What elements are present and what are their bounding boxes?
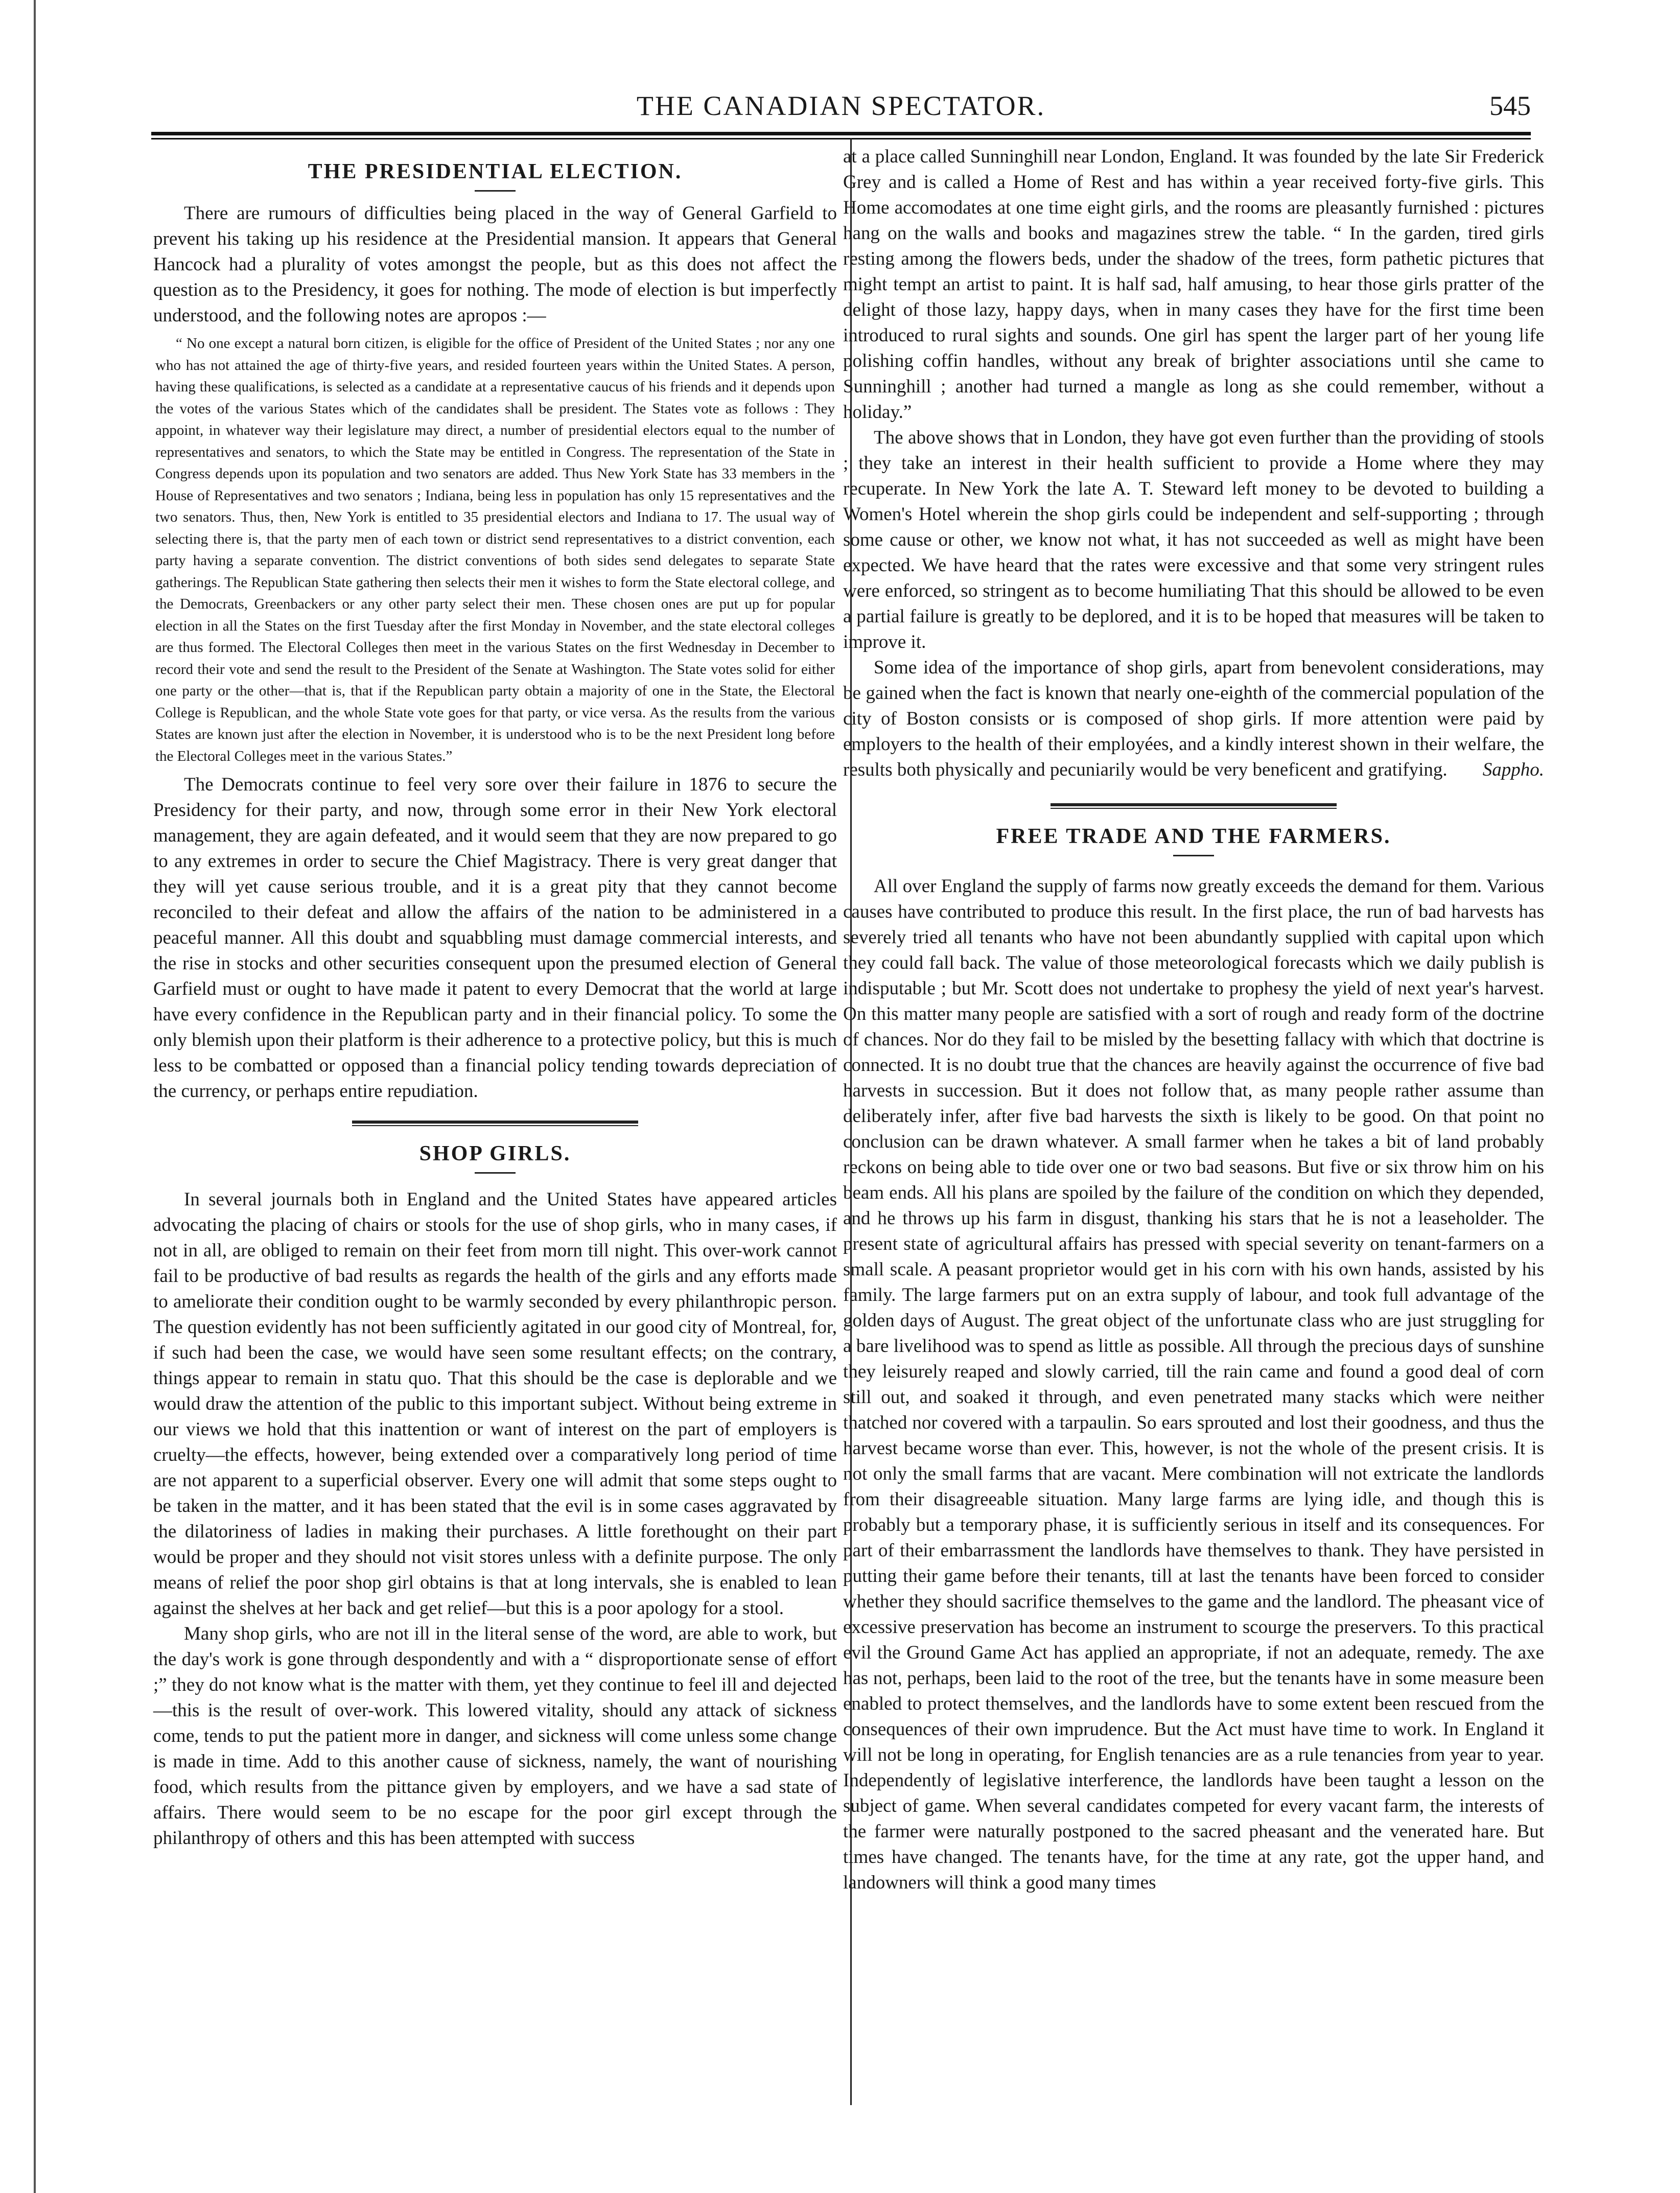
left-column — [153, 148, 837, 1851]
free-trade-body: All over England the supply of farms now greatly exceeds the demand for them. Various causes have contributed to produce this result. In the first place, the run of bad harvests has severely tried all tenants who have not been abundantly supplied with capital upon which they could fall back. The value of those meteorological forecasts which we daily publish is indisputable ; but Mr. Scott does not undertake to prophesy the yield of next year's harvest. On this matter many people are satisfied with a sort of rough and ready form of the doctrine of chances. Nor do they fail to be misled by the besetting fallacy with which that doctrine is connected. It is no doubt true that the chances are heavily against the occurrence of five bad harvests in succession. But it does not follow that, as many people rather assume than deliberately infer, after five bad harvests the sixth is likely to be good. On that point no conclusion can be drawn whatever. A small farmer when he takes a bit of land probably reckons on being able to tide over one or two bad seasons. But five or six throw him on his beam ends. All his plans are spoiled by the failure of the condition on which they depended, and he throws up his farm in disgust, thanking his stars that he is not a leaseholder. The present state of agricultural affairs has pressed with special severity on tenant-farmers on a small scale. A peasant proprietor would get in his corn with his own hands, assisted by his family. The large farmers put on an extra supply of labour, and took full advantage of the golden days of August. The great object of the unfortunate class who are just struggling for a bare livelihood was to spend as little as possible. All through the precious days of sunshine they leisurely reaped and slowly carried, till the rain came and found a good deal of corn still out, and soaked it through, and even penetrated many stacks which were neither thatched nor covered with a tarpaulin. So ears sprouted and lost their goodness, and thus the harvest became worse than ever. This, however, is not the whole of the present crisis. It is not only the small farms that are vacant. Mere combination will not extricate the landlords from their disagreeable situation. Many large farms are lying idle, and though this is probably but a temporary phase, it is sufficiently serious in itself and its consequences. For part of their embarrassment the landlords have themselves to thank. They have persisted in putting their game before their tenants, till at last the tenants have been forced to consider whether they should sacrifice themselves to the game and the landlord. The pheasant vice of excessive preservation has become an instrument to scourge the preservers. To this practical evil the Ground Game Act has applied an appropriate, if not an adequate, remedy. The axe has not, perhaps, been laid to the root of the tree, but the tenants have in some measure been enabled to protect themselves, and the landlords have to some extent been rescued from the consequences of their own imprudence. But the Act must have time to work. In England it will not be long in operating, for English tenancies are as a rule tenancies from year to year. Independently of legislative interference, the landlords have been taught a lesson on the subject of game. When several candidates competed for every vacant farm, the interests of the farmer were naturally postponed to the sacred pheasant and the venerated hare. But times have changed. The tenants have, for the time at any rate, got the upper hand, and landowners will think a good many times — [843, 876, 1544, 1893]
section-rule-thick — [1051, 803, 1337, 806]
free-trade-title: FREE TRADE AND THE FARMERS. — [996, 825, 1391, 848]
shop-girls-paragraph-1: In several journals both in England and the United States have appeared articles advocating the placing of chairs or stools for the use of shop girls, who in many cases, if not in all, are obliged to remain on their feet from morn till night. This over-work cannot fail to be productive of bad results as regards the health of the girls and any efforts made to ameliorate their condition ought to be warmly seconded by every philanthropic person. The question evidently has not been sufficiently agitated in our good city of Montreal, for, if such had been the case, we would have seen some resultant effects; on the contrary, things appear to remain in statu quo. That this should be the case is deplorable and we would draw the attention of the public to this important subject. Without being extreme in our views we hold that this inattention or want of interest on the part of employers is cruelty—the effects, however, being extended over a comparatively long period of time are not apparent to a superficial observer. Every one will admit that some steps ought to be taken in the matter, and it has been stated that the evil is in some cases aggravated by the dilatoriness of ladies in making their purchases. A little forethought on their part would be proper and they should not visit stores unless with a definite purpose. The only means of relief the poor shop girl obtains is that at long intervals, she is enabled to lean against the shelves at her back and get relief—but this is a poor apology for a stool. — [153, 1189, 837, 1619]
shop-girls-title: SHOP GIRLS. — [419, 1142, 571, 1165]
shop-girls-paragraph-5 — [843, 655, 1544, 783]
section-rule-thick — [352, 1121, 638, 1124]
binding-edge-line — [34, 0, 36, 2193]
shop-girls-paragraph-5-text: Some idea of the importance of shop girls, apart from benevolent considerations, may be gained when the fact is known that nearly one-eighth of the commercial population of the city of Boston consists or is composed of shop girls. If more attention were paid by employers to the health of their employées, and a kindly interest shown in their welfare, the results both physically and pecuniarily would be very beneficent and gratifying. — [843, 657, 1544, 780]
section-rule-thin — [352, 1125, 638, 1126]
presidential-election-quote: “ No one except a natural born citizen, is eligible for the office of President of the United States ; nor any one who has not attained the age of thirty-five years, and resided fourteen years within the United States. A person, having these qualifications, is selected as a candidate at a representative caucus of his friends and it depends upon the votes of the various States which of the candidates shall be president. The States vote as follows : They appoint, in whatever way their legislature may direct, a number of presidential electors equal to the number of representatives and senators, to which the State may be entitled in Congress. The representation of the State in Congress depends upon its population and two senators are added. Thus New York State has 33 members in the House of Representatives and two senators ; Indiana, being less in population has only 15 representatives and the two senators. Thus, then, New York is entitled to 35 presidential electors and Indiana to 17. The usual way of selecting there is, that the party men of each town or district send representatives to a district convention, each party having a separate convention. The district conventions of both sides send delegates to separate State gatherings. The Republican State gathering then selects their men it wishes to form the State electoral college, and the Democrats, Greenbackers or any other party select their men. These chosen ones are put up for popular election in all the States on the first Tuesday after the first Monday in November, and the state electoral colleges are thus formed. The Electoral Colleges then meet in the various States on the first Wednesday in December to record their vote and send the result to the President of the Senate at Washington. The State votes solid for either one party or the other—that is, that if the Republican party obtain a majority of one in the State, the Electoral College is Republican, and the whole State vote goes for that party, or vice versa. As the results from the various States are known just after the election in November, it is understood who is to be the next President long before the Electoral Colleges meet in the various States.” — [155, 335, 835, 764]
shop-girls-paragraph-4: The above shows that in London, they have got even further than the providing of stools ; they take an interest in their health sufficient to provide a Home where they may recuperate. In New York the late A. T. Steward left money to be devoted to building a Women's Hotel wherein the shop girls could be independent and self-supporting ; through some cause or other, we know not what, it has not succeeded as well as might have been expected. We have heard that the rates were excessive and that some very stringent rules were enforced, so stringent as to become humiliating That this should be allowed to be even a partial failure is greatly to be deplored, and it is to be hoped that measures will be taken to improve it. — [843, 427, 1544, 652]
header-rule-thick — [151, 132, 1531, 135]
presidential-election-intro: There are rumours of difficulties being placed in the way of General Garfield to prevent his taking up his residence at the Presidential mansion. It appears that General Hancock had a plurality of votes amongst the people, but as this does not affect the question as to the Presidency, it goes for nothing. The mode of election is but imperfectly understood, and the following notes are apropos :— — [153, 203, 837, 326]
title-ornament-rule — [475, 1172, 516, 1174]
presidential-election-body: The Democrats continue to feel very sore over their failure in 1876 to secure the Presidency for their party, and now, through some error in their New York electoral management, they are again defeated, and it would seem that they are now prepared to go to any extremes in order to secure the Chief Magistracy. There is very great danger that they will yet cause serious trouble, and it is a great pity that they cannot become reconciled to their defeat and allow the affairs of the nation to be administered in a peaceful manner. All this doubt and squabbling must damage commercial interests, and the rise in stocks and other securities consequent upon the presumed election of General Garfield must or ought to have made it patent to every Democrat that the world at large have every confidence in the Republican party and in their financial policy. To some the only blemish upon their platform is their adherence to a protective policy, but this is much less to be combatted or opposed than a financial policy tending towards depreciation of the currency, or perhaps entire repudiation. — [153, 774, 837, 1102]
shop-girls-paragraph-3: at a place called Sunninghill near London, England. It was founded by the late Sir Frederick Grey and is called a Home of Rest and has within a year received forty-five girls. This Home accomodates at one time eight girls, and the rooms are pleasantly furnished : pictures hang on the walls and books and magazines strew the table. “ In the garden, tired girls resting among the flowers beds, under the shadow of the trees, form pathetic pictures that might tempt an artist to paint. It is half sad, half amusing, to hear those girls pratter of the delight of those lazy, happy days, when in many cases they have for the first time been introduced to rural sights and sounds. One girl has spent the larger part of her young life polishing coffin handles, without any break of brighter associations until she came to Sunninghill ; another had turned a mangle as long as she could remember, without a holiday.” — [843, 146, 1544, 423]
header-rule-thin — [151, 138, 1531, 139]
title-ornament-rule — [1173, 855, 1214, 856]
author-signature: Sappho. — [1482, 759, 1544, 780]
journal-title: THE CANADIAN SPECTATOR. — [636, 90, 1046, 121]
right-column — [843, 148, 1544, 1896]
page-header — [151, 87, 1531, 123]
shop-girls-paragraph-2: Many shop girls, who are not ill in the literal sense of the word, are able to work, but the day's work is gone through despondently and with a “ disproportionate sense of effort ;” they do not know what is the matter with them, yet they continue to feel ill and dejected—this is the result of over-work. This lowered vitality, should any attack of sickness come, tends to put the patient more in danger, and sickness will come unless some change is made in time. Add to this another cause of sickness, namely, the want of nourishing food, which results from the pittance given by employers, and we have a sad state of affairs. There would seem to be no escape for the poor girl except through the philanthropy of others and this has been attempted with success — [153, 1623, 837, 1849]
presidential-election-title: THE PRESIDENTIAL ELECTION. — [308, 160, 683, 183]
title-ornament-rule — [475, 190, 516, 192]
page-number: 545 — [1489, 90, 1531, 121]
section-rule-thin — [1051, 808, 1337, 809]
